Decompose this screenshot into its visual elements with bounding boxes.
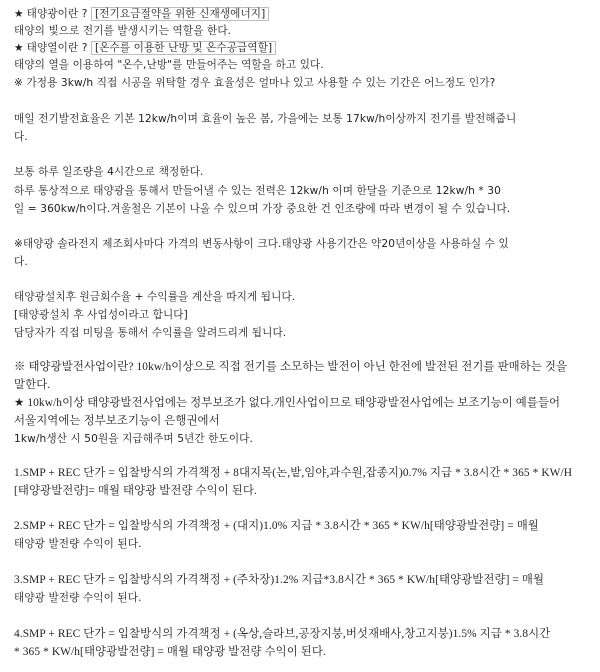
text-line: ※ 태양광발전사업이란? 10kw/h이상으로 직접 전기를 소모하는 발전이 아닌 한전에 발전된 전기를 판매하는 것을 bbox=[14, 361, 568, 373]
text-line: 서울지역에는 정부보조기능이 은행권에서 bbox=[14, 415, 220, 427]
text-line: 태양의 빛으로 전기를 발생시키는 역할을 한다. bbox=[14, 25, 232, 37]
heading-text: 태양광이란 ? bbox=[26, 8, 91, 20]
text-line: 매일 전기발전효율은 기본 12kw/h이며 효율이 높은 봄, 가을에는 보통 17kw/h이상까지 전기를 발전해줍니 bbox=[14, 113, 517, 125]
text-line: ※태양광 솔라전지 제조회사마다 가격의 변동사항이 크다.태양광 사용기간은 약20년이상을 사용하실 수 있 bbox=[14, 238, 509, 250]
formula-3-cont: 태양광 발전량 수익이 된다. bbox=[14, 592, 142, 604]
heading-subtitle: [온수를 이용한 난방 및 온수공급역할] bbox=[91, 41, 276, 55]
star-icon: ★ bbox=[14, 42, 24, 54]
heading-solar-light bbox=[14, 8, 594, 21]
star-line bbox=[14, 397, 594, 410]
text-line: ※ 가정용 3kw/h 직접 시공을 위탁할 경우 효율성은 얼마나 있고 사용할 수 있는 기간은 어느정도 인가? bbox=[14, 77, 496, 89]
text-line: 태양광설치후 원금회수율 + 수익률을 계산을 따지게 됩니다. bbox=[14, 291, 296, 303]
text-line: 말한다. bbox=[14, 379, 51, 391]
formula-4-cont: * 365 * KW/h[태양광발전량] = 매월 태양광 발전량 수익이 된다. bbox=[14, 646, 326, 658]
text-line: 보통 하루 일조량을 4시간으로 책정한다. bbox=[14, 166, 204, 178]
text-line: 1kw/h생산 시 50원을 지급해주며 5년간 한도이다. bbox=[14, 433, 253, 445]
heading-text: 태양열이란 ? bbox=[26, 42, 91, 54]
text-line: 일 = 360kw/h이다.겨울철은 기본이 나올 수 있으며 가장 중요한 건 인조량에 따라 변경이 될 수 있습니다. bbox=[14, 203, 511, 215]
heading-subtitle: [전기요금절약을 위한 신재생에너지] bbox=[91, 7, 269, 21]
formula-3: 3.SMP + REC 단가 = 입찰방식의 가격책정 + (주차장)1.2% 지급*3.8시간 * 365 * KW/h[태양광발전량] = 매월 bbox=[14, 574, 545, 586]
text-line: [태양광설치 후 사업성이라고 합니다] bbox=[14, 309, 188, 321]
text-line: 하루 통상적으로 태양광을 통해서 만들어낼 수 있는 전력은 12kw/h 이며 한달을 기준으로 12kw/h * 30 bbox=[14, 185, 501, 197]
heading-solar-heat bbox=[14, 42, 594, 55]
formula-1: 1.SMP + REC 단가 = 입찰방식의 가격책정 + 8대지목(논,밭,임야,과수원,잡종지)0.7% 지급 * 3.8시간 * 365 * KW/H bbox=[14, 467, 573, 479]
text-line: 다. bbox=[14, 256, 28, 268]
star-icon: ★ bbox=[14, 397, 25, 409]
formula-4: 4.SMP + REC 단가 = 입찰방식의 가격책정 + (옥상,슬라브,공장지붕,버섯재배사,창고지붕)1.5% 지급 * 3.8시간 bbox=[14, 628, 551, 640]
star-icon: ★ bbox=[14, 8, 24, 20]
star-line-text: 10kw/h이상 태양광발전사업에는 정부보조가 없다.개인사업이므로 태양광발전사업에는 보조기능이 예를들어 bbox=[27, 397, 561, 409]
formula-2-cont: 태양광 발전량 수익이 된다. bbox=[14, 538, 142, 550]
formula-2: 2.SMP + REC 단가 = 입찰방식의 가격책정 + (대지)1.0% 지급 * 3.8시간 * 365 * KW/h[태양광발전량] = 매월 bbox=[14, 520, 539, 532]
text-line: 담당자가 직접 미팅을 통해서 수익률을 알려드리게 됩니다. bbox=[14, 327, 287, 339]
text-line: 다. bbox=[14, 131, 28, 143]
formula-1-cont: [태양광발전량]= 매월 태양광 발전량 수익이 된다. bbox=[14, 485, 257, 497]
text-line: 태양의 열을 이용하여 "온수,난방"를 만들어주는 역할을 하고 있다. bbox=[14, 59, 324, 71]
